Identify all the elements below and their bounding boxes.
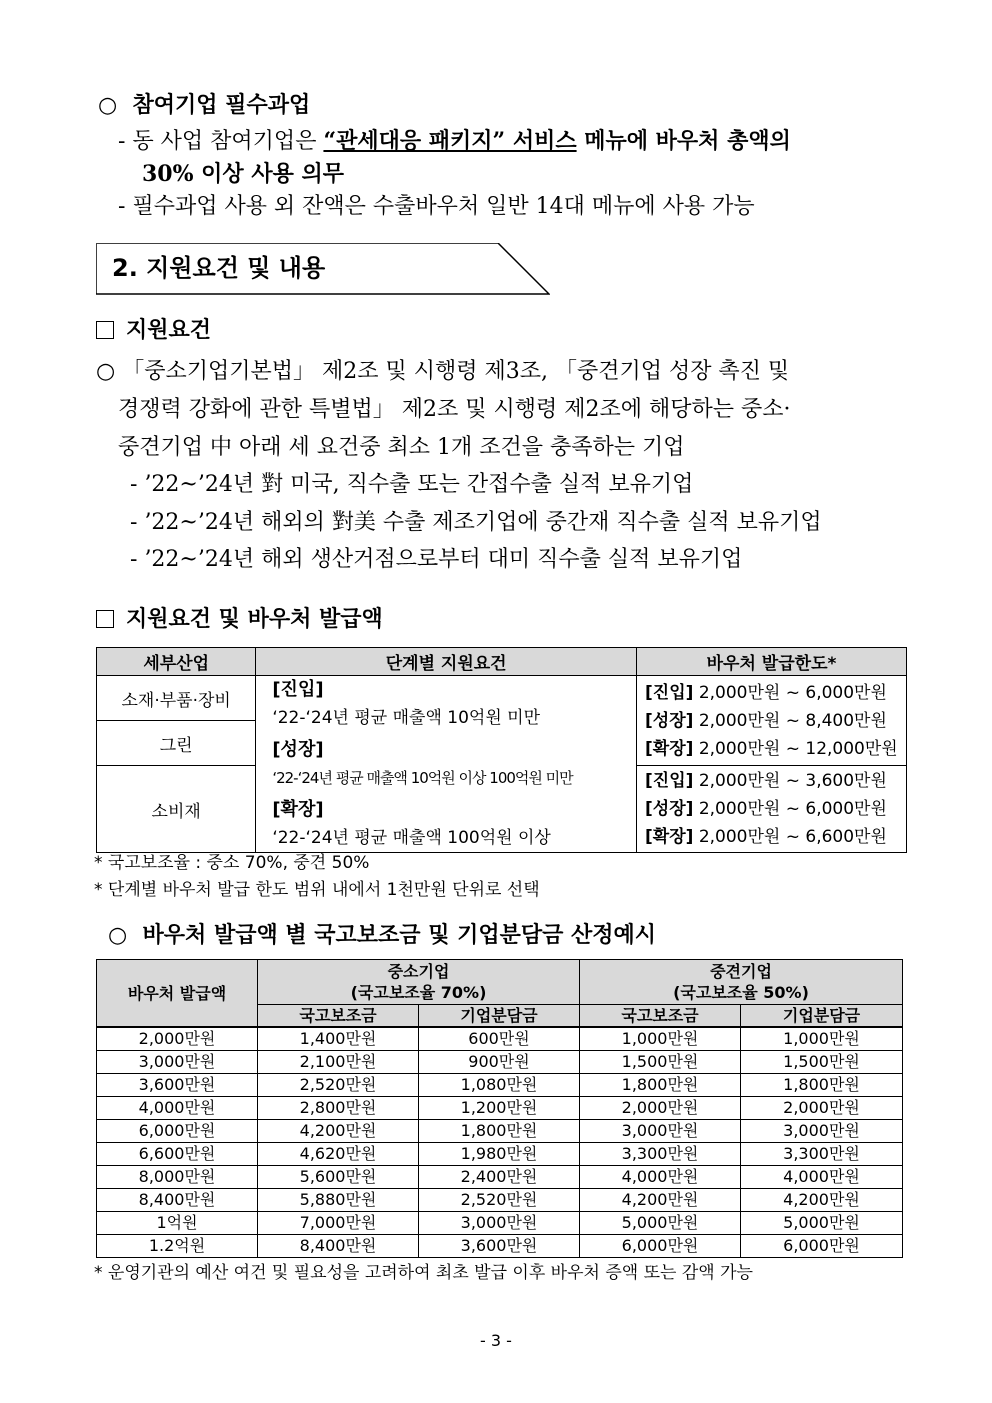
circle-bullet-icon: ○ — [108, 922, 128, 948]
subsidy-table-heading: ○ 바우처 발급액 별 국고보조금 및 기업분담금 산정예시 — [108, 922, 657, 948]
table-row: 8,400만원 5,880만원 2,520만원 4,200만원 4,200만원 — [97, 1189, 903, 1212]
footnote: * 국고보조율 : 중소 70%, 중견 50% — [94, 853, 370, 873]
requirements-para-line-2: 경쟁력 강화에 관한 특별법」 제2조 및 시행령 제2조에 해당하는 중소· — [118, 397, 791, 422]
table-header: 단계별 지원요건 — [256, 648, 637, 676]
industry-cell: 소비재 — [97, 766, 256, 853]
table-row: 3,600만원 2,520만원 1,080만원 1,800만원 1,800만원 — [97, 1074, 903, 1097]
participation-heading: ○ 참여기업 필수과업 — [98, 92, 311, 118]
group-header-mid: 중견기업 (국고보조율 50%) — [580, 960, 903, 1005]
requirement-item: - ’22~’24년 해외의 對美 수출 제조기업에 중간재 직수출 실적 보유기업 — [130, 510, 822, 535]
table-header: 세부산업 — [97, 648, 256, 676]
industry-cell: 그린 — [97, 721, 256, 766]
requirement-item: - ’22~’24년 해외 생산거점으로부터 대미 직수출 실적 보유기업 — [130, 547, 743, 572]
table-row: 6,600만원 4,620만원 1,980만원 3,300만원 3,300만원 — [97, 1143, 903, 1166]
column-header: 국고보조금 — [258, 1005, 419, 1028]
group-header-sme: 중소기업 (국고보조율 70%) — [258, 960, 580, 1005]
column-header: 국고보조금 — [580, 1005, 741, 1028]
industry-cell: 소재·부품·장비 — [97, 676, 256, 721]
requirements-para-line-1: ○ 「중소기업기본법」 제2조 및 시행령 제3조, 「중견기업 성장 촉진 및 — [96, 359, 790, 384]
limit-cell-group-2: [진입] 2,000만원 ~ 3,600만원 [성장] 2,000만원 ~ 6,000만원 [확장] 2,000만원 ~ 6,600만원 — [637, 766, 907, 853]
table-row: 8,000만원 5,600만원 2,400만원 4,000만원 4,000만원 — [97, 1166, 903, 1189]
requirement-item: - ’22~’24년 對 미국, 직수출 또는 간접수출 실적 보유기업 — [130, 472, 694, 497]
column-header: 기업분담금 — [419, 1005, 580, 1028]
stage-requirements-cell: [진입] ‘22-‘24년 평균 매출액 10억원 미만 [성장] ‘22-‘24년 평균 매출액 10억원 이상 100억원 미만 [확장] ‘22-‘24년 평균 매출액 100억원 이상 — [256, 676, 637, 853]
participation-bullet-2: - 필수과업 사용 외 잔액은 수출바우처 일반 14대 메뉴에 사용 가능 — [118, 194, 755, 219]
voucher-table-heading: 지원요건 및 바우처 발급액 — [96, 604, 383, 634]
column-header: 바우처 발급액 — [97, 960, 258, 1028]
voucher-limit-table — [96, 647, 907, 853]
table-header: 바우처 발급한도* — [637, 648, 907, 676]
table-row: 1.2억원 8,400만원 3,600만원 6,000만원 6,000만원 — [97, 1235, 903, 1258]
requirements-heading: 지원요건 — [96, 315, 211, 345]
circle-bullet-icon: ○ — [98, 92, 118, 118]
table-row: 4,000만원 2,800만원 1,200만원 2,000만원 2,000만원 — [97, 1097, 903, 1120]
table-row: 1억원 7,000만원 3,000만원 5,000만원 5,000만원 — [97, 1212, 903, 1235]
table-row: 3,000만원 2,100만원 900만원 1,500만원 1,500만원 — [97, 1051, 903, 1074]
table-row: 6,000만원 4,200만원 1,800만원 3,000만원 3,000만원 — [97, 1120, 903, 1143]
participation-bullet-1: - 동 사업 참여기업은 “관세대응 패키지” 서비스 메뉴에 바우처 총액의 — [118, 128, 791, 154]
requirements-para-line-3: 중견기업 中 아래 세 요건중 최소 1개 조건을 충족하는 기업 — [118, 435, 685, 460]
section-title: 2. 지원요건 및 내용 — [112, 254, 326, 282]
page-number: - 3 - — [480, 1331, 512, 1350]
subsidy-table — [96, 959, 903, 1258]
column-header: 기업분담금 — [741, 1005, 903, 1028]
highlight-service: “관세대응 패키지” 서비스 — [323, 128, 577, 154]
checkbox-square-icon — [96, 321, 114, 339]
section-header — [96, 243, 550, 295]
footnote: * 단계별 바우처 발급 한도 범위 내에서 1천만원 단위로 선택 — [94, 880, 540, 900]
participation-bullet-1-cont: 30% 이상 사용 의무 — [142, 161, 345, 187]
subsidy-footnote: * 운영기관의 예산 여건 및 필요성을 고려하여 최초 발급 이후 바우처 증액 또는 감액 가능 — [94, 1263, 753, 1283]
limit-cell-group-1: [진입] 2,000만원 ~ 6,000만원 [성장] 2,000만원 ~ 8,400만원 [확장] 2,000만원 ~ 12,000만원 — [637, 676, 907, 766]
table-row: 2,000만원 1,400만원 600만원 1,000만원 1,000만원 — [97, 1027, 903, 1051]
checkbox-square-icon — [96, 610, 114, 628]
circle-bullet-icon: ○ — [96, 359, 116, 384]
